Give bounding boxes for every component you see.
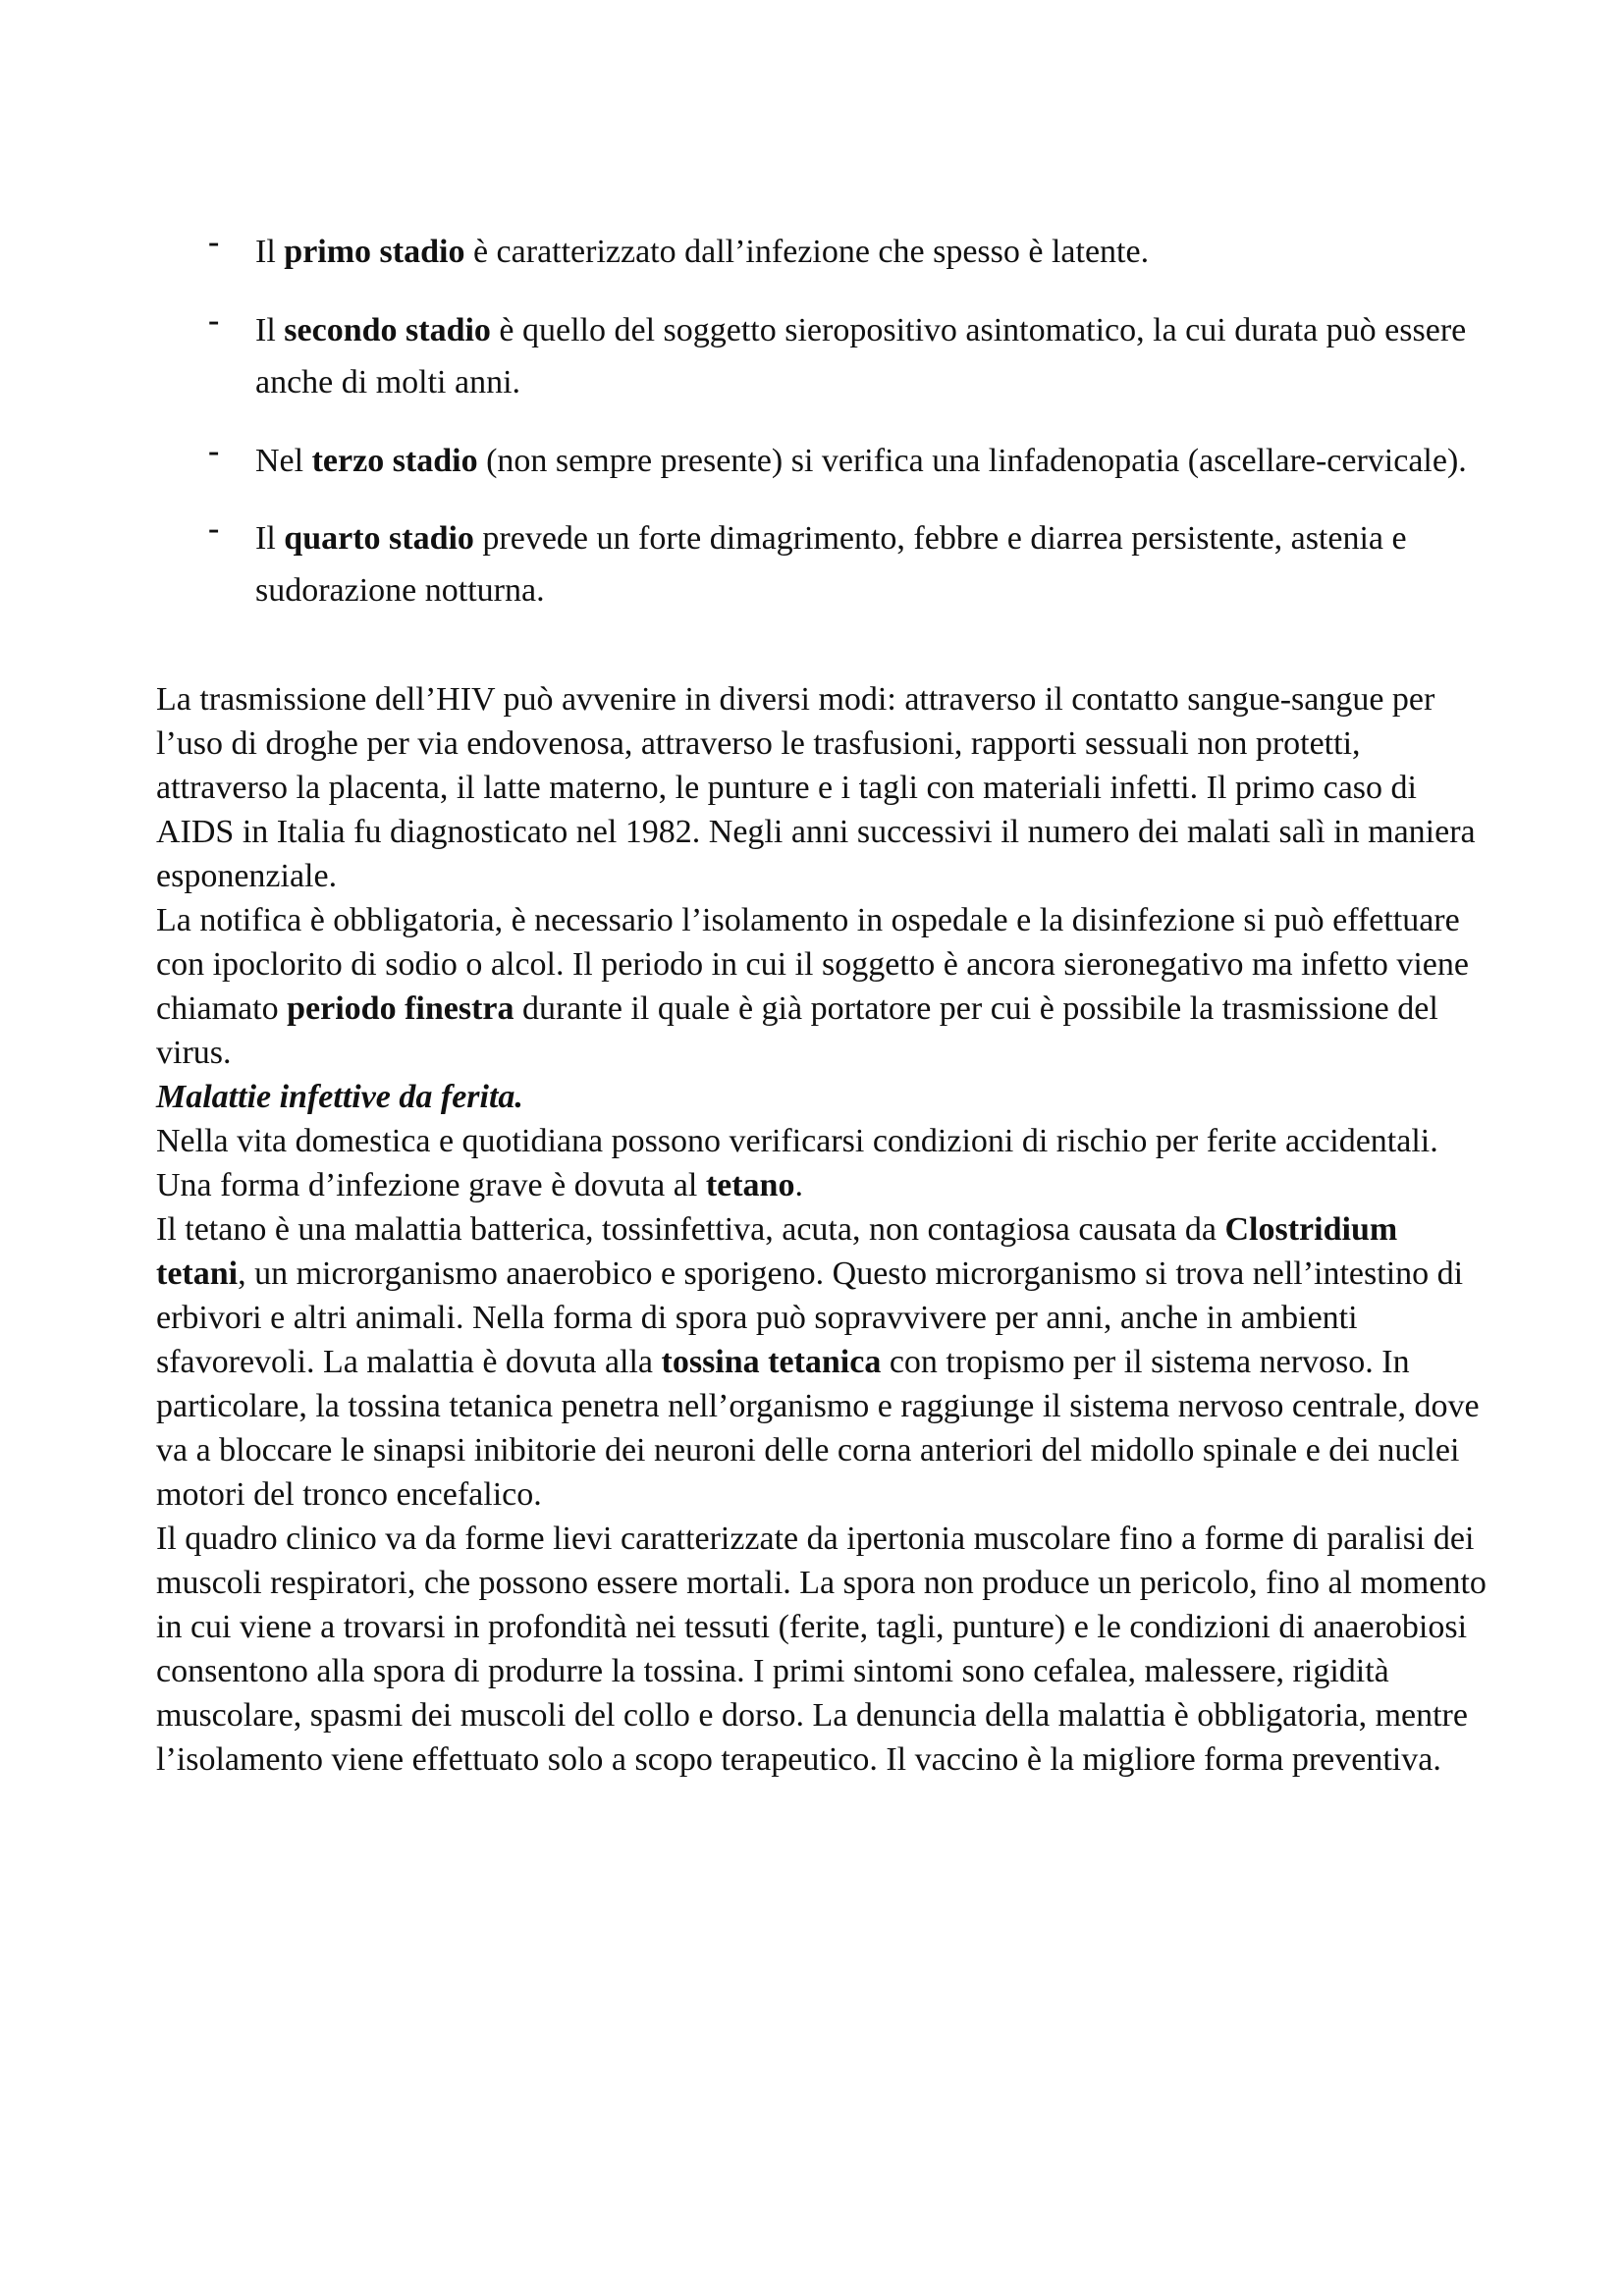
list-item — [208, 304, 1485, 408]
bold-term: tossina tetanica — [661, 1344, 882, 1380]
section-heading: Malattie infettive da ferita. — [156, 1079, 523, 1115]
paragraph-clinical: Il quadro clinico va da forme lievi caratterizzate da ipertonia muscolare fino a forme di paralisi dei muscoli respiratori, che possono essere mortali. La spora non produce un pericolo, fino al momento in cui viene a trovarsi in profondità nei tessuti (ferite, tagli, punture) e le condizioni di anaerobiosi consentono alla spora di produrre la tossina. I primi sintomi sono cefalea, malessere, rigidità muscolare, spasmi dei muscoli del collo e dorso. La denuncia della malattia è obbligatoria, mentre l’isolamento viene effettuato solo a scopo terapeutico. Il vaccino è la migliore forma preventiva. — [156, 1521, 1487, 1778]
paragraph-tetanus — [156, 1207, 1491, 1517]
bullet-text: (non sempre presente) si verifica una linfadenopatia (ascellare-cervicale). — [477, 443, 1467, 479]
dash-bullet-icon: - — [208, 510, 220, 547]
bullet-text: è caratterizzato dall’infezione che spesso è latente. — [464, 234, 1150, 270]
paragraph-text: con tropismo per il sistema nervoso. In particolare, la tossina tetanica penetra nell’organismo e raggiunge il sistema nervoso centrale, dove va a bloccare le sinapsi inibitorie dei neuroni delle corna anteriori del midollo spinale e dei nuclei motori del tronco encefalico. — [156, 1344, 1480, 1513]
paragraph-text: Il tetano è una malattia batterica, tossinfettiva, acuta, non contagiosa causata da — [156, 1211, 1225, 1248]
paragraph-text: , un microrganismo anaerobico e sporigeno. Questo microrganismo si trova nell’intestino di erbivori e altri animali. Nella forma di spora può sopravvivere per anni, anche in ambienti sfavorevoli. La malattia è dovuta alla — [156, 1255, 1464, 1380]
bullet-text: è quello del soggetto sieropositivo asintomatico, la cui durata può essere anche di molti anni. — [255, 312, 1467, 400]
list-item — [208, 226, 1485, 278]
paragraph-text: La notifica è obbligatoria, è necessario l’isolamento in ospedale e la disinfezione si può effettuare con ipoclorito di sodio o alcol. Il periodo in cui il soggetto è ancora sieronegativo ma infetto viene chiamato — [156, 902, 1469, 1027]
paragraph-notification — [156, 898, 1491, 1075]
dash-bullet-icon: - — [208, 433, 220, 469]
bullet-text: Nel — [255, 443, 312, 479]
paragraph-transmission: La trasmissione dell’HIV può avvenire in diversi modi: attraverso il contatto sangue-sangue per l’uso di droghe per via endovenosa, attraverso le trasfusioni, rapporti sessuali non protetti, attraverso la placenta, il latte materno, le punture e i tagli con materiali infetti. Il primo caso di AIDS in Italia fu diagnosticato nel 1982. Negli anni successivi il numero dei malati salì in maniera esponenziale. — [156, 681, 1476, 894]
bold-term: tetano — [705, 1167, 795, 1203]
bold-term: Clostridium tetani — [156, 1211, 1398, 1292]
stages-list — [208, 226, 1485, 616]
paragraph-wounds — [156, 1119, 1491, 1207]
paragraph-text: . — [794, 1167, 803, 1203]
list-item — [208, 512, 1485, 616]
bold-term: periodo finestra — [287, 990, 514, 1027]
dash-bullet-icon: - — [208, 224, 220, 260]
paragraph-text: Nella vita domestica e quotidiana possono verificarsi condizioni di rischio per ferite accidentali. Una forma d’infezione grave è dovuta al — [156, 1123, 1438, 1203]
bullet-bold-term: secondo stadio — [284, 312, 491, 348]
list-item — [208, 435, 1485, 487]
bullet-bold-term: primo stadio — [284, 234, 465, 270]
bullet-text: prevede un forte dimagrimento, febbre e diarrea persistente, astenia e sudorazione notturna. — [255, 520, 1407, 609]
paragraph-text: durante il quale è già portatore per cui è possibile la trasmissione del virus. — [156, 990, 1438, 1071]
body-text — [156, 677, 1491, 1782]
bullet-text: Il — [255, 312, 285, 348]
bullet-bold-term: quarto stadio — [284, 520, 474, 557]
bullet-text: Il — [255, 234, 285, 270]
bullet-text: Il — [255, 520, 285, 557]
dash-bullet-icon: - — [208, 302, 220, 339]
bullet-bold-term: terzo stadio — [311, 443, 478, 479]
